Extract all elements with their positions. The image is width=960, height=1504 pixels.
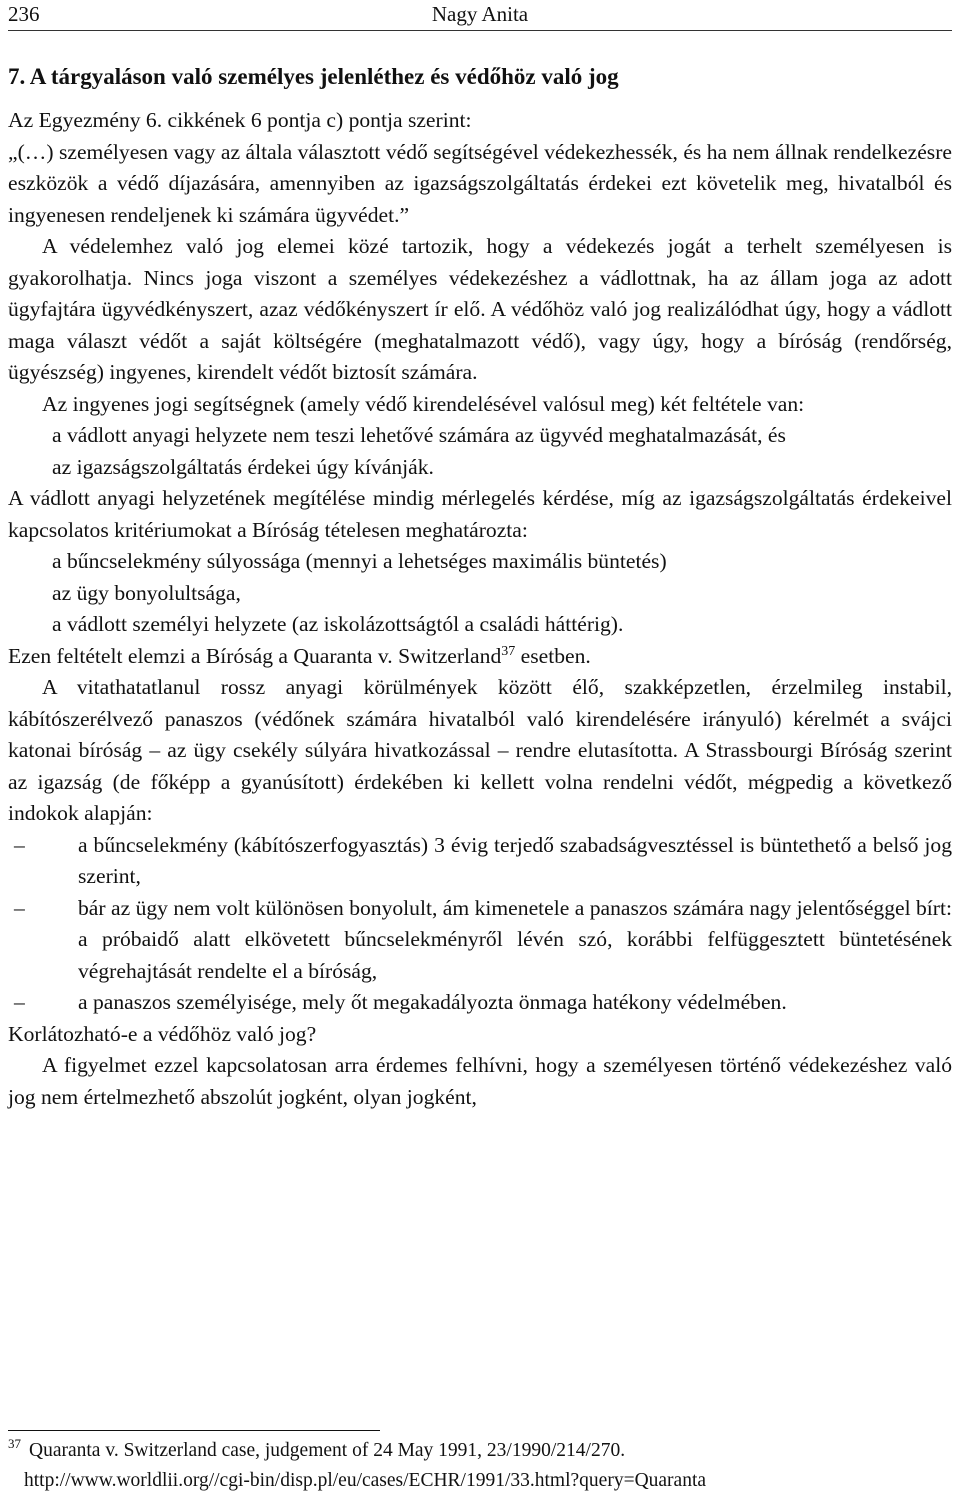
paragraph: A figyelmet ezzel kapcsolatosan arra érdemes felhívni, hogy a személyesen történő védekezéshez való jog nem értelmezhető abszolút jogként, olyan jogként, [8,1053,952,1109]
section-title: 7. A tárgyaláson való személyes jelenléthez és védőhöz való jog [8,64,619,89]
paragraph-intro: Az Egyezmény 6. cikkének 6 pontja c) pontja szerint: [8,108,472,132]
paragraph: A vitathatatlanul rossz anyagi körülmények között élő, szakképzetlen, érzelmileg instabil, kábítószerélvező panaszos (védőnek számára hivatalból való kirendelésére irányuló) kérelmét a svájci katonai bíróság – az ügy csekély súlyára hivatkozással – rendre elutasította. A Strassbourgi Bíróság szerint az igazság (de főképp a gyanúsított) érdekében ki kellett volna rendelni védőt, mégpedig a következő indokok alapján: [8,675,952,825]
dash-item-text: a panaszos személyisége, mely őt megakadályozta önmaga hatékony védelmében. [78,990,787,1014]
dash-list-item [8,830,952,893]
footnote-marker[interactable]: 37 [501,643,516,659]
body-text [8,105,952,1113]
dash-bullet: – [14,895,25,920]
list-item: az ügy bonyolultsága, [52,580,241,605]
running-header [8,0,952,31]
footnote [8,1436,952,1496]
list-item: a bűncselekmény súlyossága (mennyi a lehetséges maximális büntetés) [52,549,667,573]
dash-list-item [8,987,952,1019]
criteria-list [8,546,952,641]
dash-list-item [8,893,952,988]
paragraph: A védelemhez való jog elemei közé tartozik, hogy a védekezés jogát a terhelt személyesen is gyakorolhatja. Nincs joga viszont a személyes védekezéshez a vádlottnak, ha az állam joga az adott ügyfajtára ügyvédkényszert, azaz védőkényszert ír elő. A védőhöz való jog realizálódhat úgy, hogy a vádlott maga választ védőt a saját költségére (meghatalmazott védő), vagy úgy, hogy a bíróság (rendőrség, ügyészség) ingyenes, kirendelt védőt biztosít számára. [8,234,952,384]
list-item: a vádlott személyi helyzete (az iskolázottságtól a családi háttérig). [52,612,624,636]
quotation: „(…) személyesen vagy az általa választott védő segítségével védekezhessék, és ha nem állnak rendelkezésre eszközök a védő díjazására, amennyiben az igazságszolgáltatás érdekei ezt követelik meg, hivatalból és ingyenesen rendeljenek ki számára ügyvédet.” [8,139,952,227]
running-author: Nagy Anita [431,2,529,26]
footnote-text: Quaranta v. Switzerland case, judgement of 24 May 1991, 23/1990/214/270. [29,1440,626,1461]
dash-bullet: – [14,832,25,857]
footnote-number: 37 [8,1436,21,1451]
paragraph-case-ref [8,641,952,673]
dash-bullet: – [14,990,25,1014]
footnote-rule [8,1430,380,1431]
list-item: a vádlott anyagi helyzete nem teszi lehetővé számára az ügyvéd meghatalmazását, és [52,423,786,447]
dash-item-text: a bűncselekmény (kábítószerfogyasztás) 3 évig terjedő szabadságvesztéssel is büntethető a belső jog szerint, [78,832,952,888]
footnote-link[interactable]: http://www.worldlii.org//cgi-bin/disp.pl/eu/cases/ECHR/1991/33.html?query=Quaranta [24,1470,707,1491]
case-ref-end: esetben. [515,643,591,668]
footnote-citation [8,1436,952,1466]
paragraph: A vádlott anyagi helyzetének megítélése mindig mérlegelés kérdése, míg az igazságszolgáltatás érdekeivel kapcsolatos kritériumokat a Bíróság tételesen meghatározta: [8,486,952,542]
reasons-list [8,830,952,1019]
subheading-question: Korlátozható-e a védőhöz való jog? [8,1021,317,1046]
list-item: az igazságszolgáltatás érdekei úgy kívánják. [52,454,434,479]
page [8,0,952,1491]
conditions-list [8,420,952,483]
dash-item-text: bár az ügy nem volt különösen bonyolult, ám kimenetele a panaszos számára nagy jelentőséggel bírt: a próbaidő alatt elkövetett bűncselekményről lévén szó, korábbi felfüggesztett büntetésének végrehajtását rendelte el a bíróság, [78,895,952,983]
case-ref-text: Ezen feltételt elemzi a Bíróság a Quaranta v. Switzerland [8,643,502,668]
page-number: 236 [8,2,40,26]
paragraph: Az ingyenes jogi segítségnek (amely védő kirendelésével valósul meg) két feltétele van: [42,391,805,416]
